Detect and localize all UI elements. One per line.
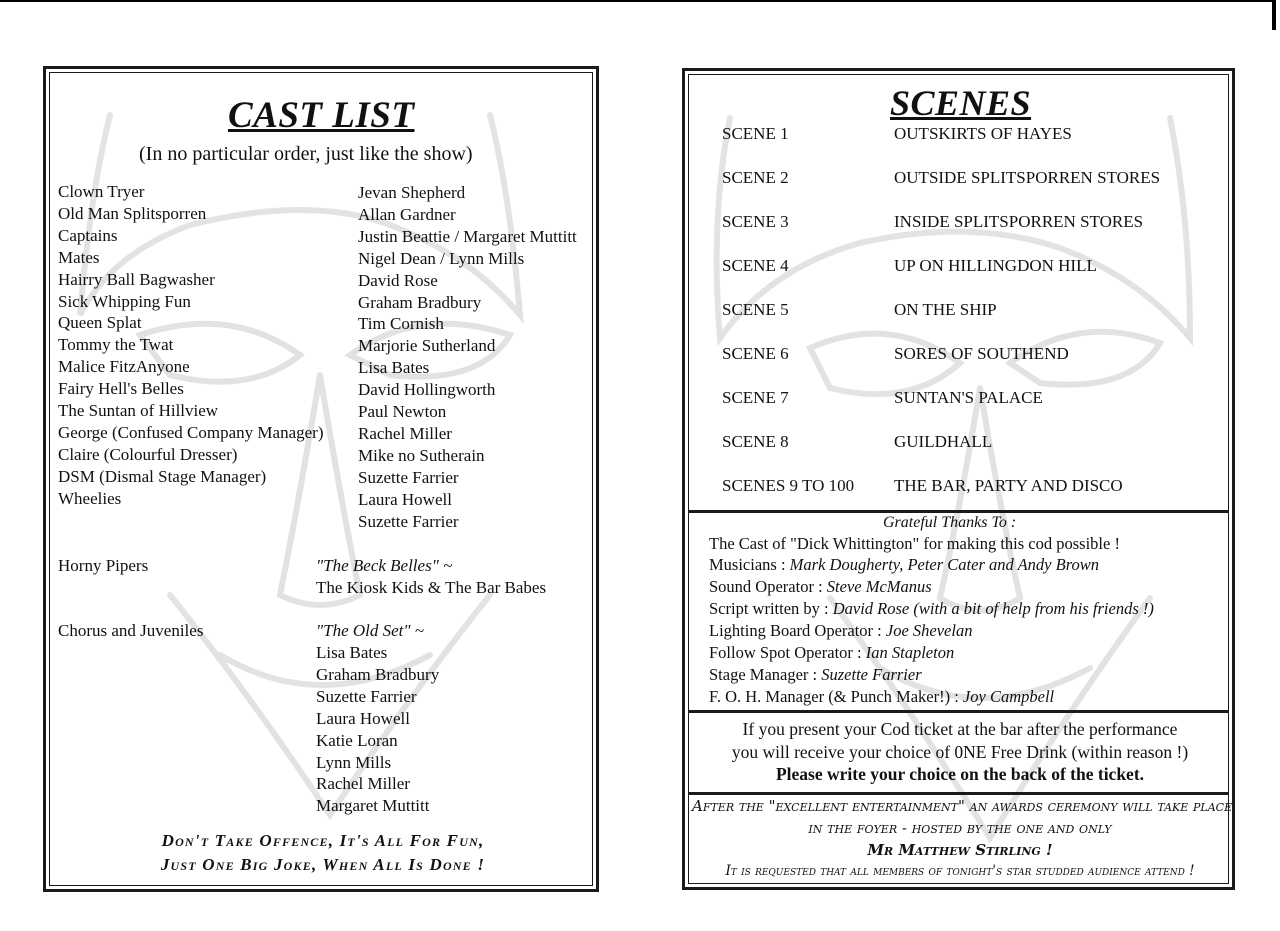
cast-role: Hairry Ball Bagwasher (58, 269, 215, 289)
award-host: Mr Matthew Stirling ! (867, 841, 1053, 859)
scene-number: SCENE 7 (722, 388, 789, 407)
thanks-name: David Rose (with a bit of help from his friends !) (832, 599, 1154, 618)
cast-actor: Mike no Sutherain (358, 445, 485, 465)
award-line: in the foyer - hosted by the one and only (808, 819, 1112, 837)
scene-row (722, 212, 1143, 232)
scene-row (722, 256, 1097, 276)
cast-actor: Paul Newton (358, 402, 447, 422)
cast-actor: Nigel Dean / Lynn Mills (358, 248, 525, 268)
scene-number: SCENE 1 (722, 124, 789, 143)
scene-place: GUILDHALL (894, 432, 993, 451)
cast-role: Old Man Splitsporren (58, 203, 207, 223)
scene-row (722, 124, 1072, 144)
award-line: After the "excellent entertainment" an awards ceremony will take place (692, 797, 1233, 815)
thanks-heading: Grateful Thanks To : (883, 514, 1017, 531)
chorus-members-list (316, 642, 439, 817)
cast-actor: Suzette Farrier (358, 467, 459, 487)
chorus-member: Lynn Mills (316, 752, 392, 772)
thanks-label: Stage Manager : (709, 665, 822, 684)
thanks-line (709, 555, 1099, 575)
thanks-line (709, 687, 1054, 707)
cast-role: The Suntan of Hillview (58, 401, 219, 421)
cast-list-title: CAST LIST (228, 95, 415, 136)
thanks-name: Mark Dougherty, Peter Cater and Andy Brown (789, 555, 1100, 574)
cast-role: Queen Splat (58, 313, 142, 333)
cast-footer-line: Don't Take Offence, It's All For Fun, (161, 831, 485, 850)
thanks-label: Lighting Board Operator : (709, 621, 886, 640)
cast-actor: Jevan Shepherd (358, 183, 466, 202)
cast-role: Clown Tryer (58, 182, 145, 201)
cast-role: George (Confused Company Manager) (58, 422, 324, 442)
cast-role: Tommy the Twat (58, 335, 174, 355)
chorus-member: Rachel Miller (316, 774, 410, 794)
cast-actor: Laura Howell (358, 489, 452, 509)
scene-place: THE BAR, PARTY AND DISCO (894, 476, 1123, 495)
scan-edge-right (1272, 0, 1276, 30)
cast-role: Malice FitzAnyone (58, 357, 190, 377)
cast-actor: David Hollingworth (358, 380, 496, 400)
cast-footer-line: Just One Big Joke, When All Is Done ! (160, 855, 486, 874)
cast-footer-motto (128, 829, 518, 877)
thanks-line (709, 577, 932, 597)
thanks-label: Follow Spot Operator : (709, 643, 866, 662)
scene-row (722, 432, 992, 452)
scene-row (722, 300, 997, 320)
thanks-name: Joy Campbell (962, 687, 1055, 706)
scene-place: ON THE SHIP (894, 300, 997, 319)
cast-actors-list (358, 182, 577, 533)
chorus-member: Laura Howell (316, 708, 410, 728)
scene-place: SORES OF SOUTHEND (894, 344, 1069, 363)
cast-actor: Lisa Bates (358, 358, 430, 378)
thanks-line (709, 621, 972, 641)
scene-row (722, 168, 1160, 188)
chorus-member: Margaret Muttitt (316, 796, 430, 816)
cast-actor: Tim Cornish (358, 314, 444, 334)
scene-number: SCENE 8 (722, 432, 789, 451)
chorus-member: Katie Loran (316, 730, 398, 750)
horny-pipers-role: Horny Pipers (58, 556, 149, 575)
thanks-line (709, 534, 1120, 554)
cast-role: Captains (58, 225, 118, 245)
cast-actor: Allan Gardner (358, 204, 456, 224)
scan-edge-top (0, 0, 1272, 2)
chorus-member: Lisa Bates (316, 643, 388, 662)
cast-actor: Suzette Farrier (358, 511, 459, 531)
chorus-role: Chorus and Juveniles (58, 621, 204, 640)
scene-number: SCENE 5 (722, 300, 789, 319)
scene-place: OUTSKIRTS OF HAYES (894, 124, 1072, 143)
cast-actor: Justin Beattie / Margaret Muttitt (358, 226, 577, 246)
cast-actor: Graham Bradbury (358, 292, 482, 312)
scene-place: INSIDE SPLITSPORREN STORES (894, 212, 1144, 231)
cast-role: Mates (58, 247, 100, 267)
scene-row (722, 476, 1123, 496)
cast-actor: Marjorie Sutherland (358, 336, 496, 356)
thanks-label: Sound Operator : (709, 577, 827, 596)
scene-place: UP ON HILLINGDON HILL (894, 256, 1097, 275)
scene-number: SCENE 6 (722, 344, 789, 363)
horny-pipers-group: "The Beck Belles" ~ (316, 556, 453, 575)
scene-number: SCENE 2 (722, 168, 789, 187)
thanks-name: Ian Stapleton (865, 643, 955, 662)
chorus-member: Suzette Farrier (316, 686, 417, 706)
scene-number: SCENES 9 TO 100 (722, 476, 855, 495)
scene-number: SCENE 3 (722, 212, 789, 231)
thanks-label: F. O. H. Manager (& Punch Maker!) : (709, 687, 963, 706)
thanks-name: Joe Shevelan (885, 621, 973, 640)
thanks-label: Script written by : (709, 599, 833, 618)
offer-line: If you present your Cod ticket at the bar after the performance (742, 719, 1178, 739)
horny-pipers-members: The Kiosk Kids & The Bar Babes (316, 578, 547, 597)
scene-place: SUNTAN'S PALACE (894, 388, 1043, 407)
cast-role: Wheelies (58, 488, 122, 508)
section-divider (689, 710, 1229, 713)
thanks-line (709, 599, 1154, 619)
cast-actor: Rachel Miller (358, 423, 452, 443)
cast-roles-list (58, 181, 323, 510)
thanks-line (709, 665, 922, 685)
cast-list-subtitle: (In no particular order, just like the show) (139, 143, 473, 165)
cast-role: Sick Whipping Fun (58, 291, 191, 311)
chorus-group: "The Old Set" ~ (316, 621, 424, 640)
thanks-name: Suzette Farrier (821, 665, 922, 684)
thanks-line (709, 643, 954, 663)
cast-role: DSM (Dismal Stage Manager) (58, 466, 267, 486)
scene-number: SCENE 4 (722, 256, 789, 275)
scene-row (722, 388, 1043, 408)
cast-role: Claire (Colourful Dresser) (58, 444, 238, 464)
scene-row (722, 344, 1069, 364)
cast-role: Fairy Hell's Belles (58, 379, 184, 399)
offer-line: you will receive your choice of 0NE Free Drink (within reason !) (731, 742, 1189, 762)
offer-instruction: Please write your choice on the back of the ticket. (775, 764, 1145, 784)
thanks-name: Steve McManus (826, 577, 932, 596)
thanks-label: The Cast of "Dick Whittington" for making this cod possible ! (709, 534, 1120, 553)
section-divider (689, 510, 1229, 513)
award-line: It is requested that all members of tonight's star studded audience attend ! (725, 863, 1195, 879)
scenes-title: SCENES (890, 83, 1032, 123)
chorus-member: Graham Bradbury (316, 664, 440, 684)
cast-actor: David Rose (358, 270, 438, 290)
section-divider (689, 792, 1229, 795)
thanks-label: Musicians : (709, 555, 790, 574)
scene-place: OUTSIDE SPLITSPORREN STORES (894, 168, 1161, 187)
